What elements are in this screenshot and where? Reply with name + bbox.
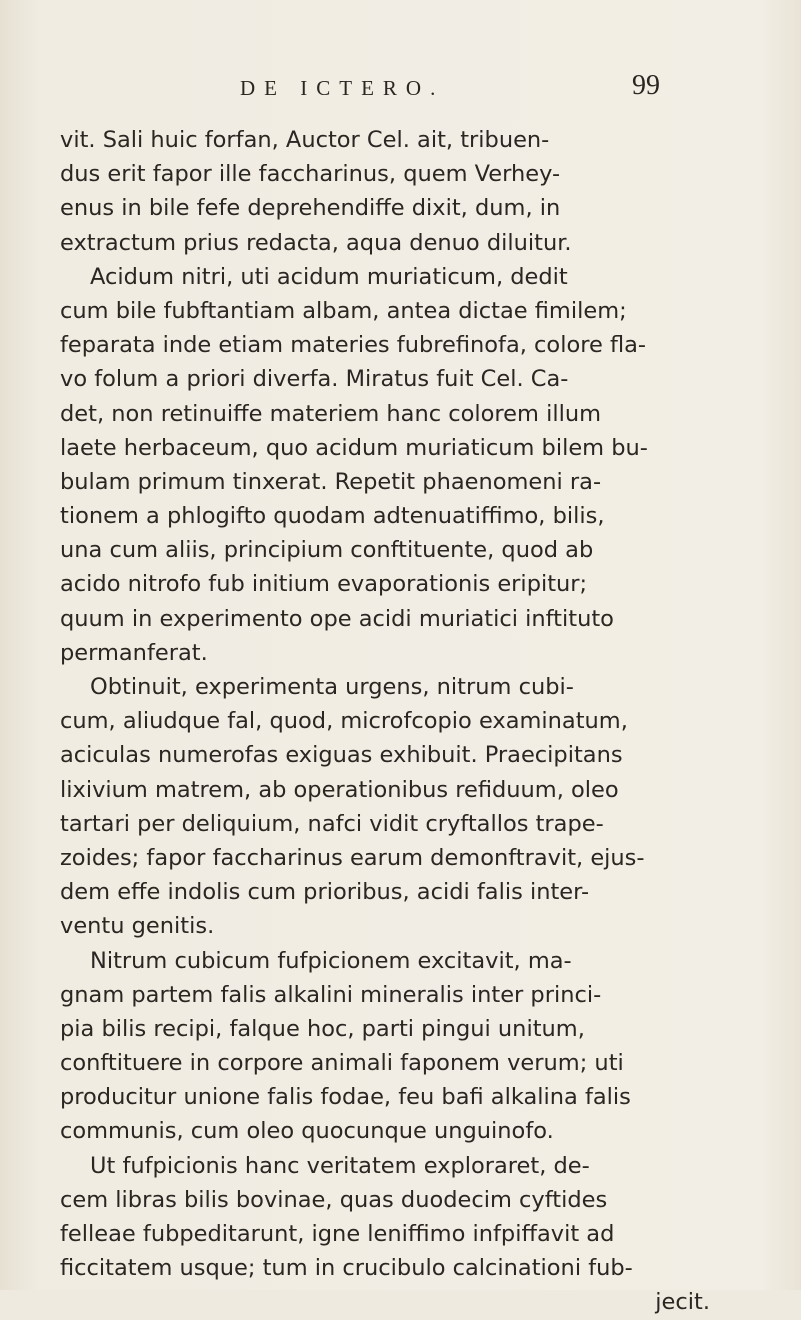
text-line: bulam primum tinxerat. Repetit phaenomeni ra- [60, 468, 602, 495]
text-line: pia bilis recipi, falque hoc, parti pingui unitum, [60, 1015, 585, 1042]
text-line: vit. Sali huic forfan, Auctor Cel. ait, tribuen- [60, 127, 550, 153]
text-line: Obtinuit, experimenta urgens, nitrum cubi- [90, 674, 574, 700]
text-line: laete herbaceum, quo acidum muriaticum bilem bu- [60, 434, 648, 461]
text-line: enus in bile fefe deprehendiffe dixit, dum, in [60, 195, 561, 222]
text-line: lixivium matrem, ab operationibus refiduum, oleo [60, 776, 619, 803]
text-line: jecit. [655, 1289, 710, 1316]
text-line: communis, cum oleo quocunque unguinofo. [60, 1118, 554, 1145]
text-line: tartari per deliquium, nafci vidit cryftallos trape- [60, 810, 604, 837]
text-line: feparata inde etiam materies fubrefinofa, colore fla- [60, 332, 647, 359]
text-line: cem libras bilis bovinae, quas duodecim cyftides [60, 1186, 608, 1213]
text-line: ficcitatem usque; tum in crucibulo calcinationi fub- [60, 1255, 633, 1282]
text-line: cum, aliudque fal, quod, microfcopio examinatum, [60, 708, 628, 735]
text-line: zoides; fapor faccharinus earum demonftravit, ejus- [60, 844, 645, 871]
text-line: extractum prius redacta, aqua denuo diluitur. [60, 229, 572, 256]
text-line: det, non retinuiffe materiem hanc colorem illum [60, 400, 601, 427]
text-line: ventu genitis. [60, 913, 215, 940]
text-line: una cum aliis, principium conftituente, quod ab [60, 537, 594, 564]
text-line: cum bile fubftantiam albam, antea dictae fimilem; [60, 297, 627, 324]
text-line: Ut fufpicionis hanc veritatem exploraret, de- [90, 1152, 590, 1179]
text-line: quum in experimento ope acidi muriatici inftituto [60, 605, 614, 632]
text-line: permanferat. [60, 639, 208, 666]
text-line: gnam partem falis alkalini mineralis inter princi- [60, 981, 602, 1008]
text-line: Acidum nitri, uti acidum muriaticum, dedit [90, 263, 568, 290]
text-line: aciculas numerofas exiguas exhibuit. Praecipitans [60, 742, 623, 769]
page-number: 99 [632, 70, 660, 101]
text-line: producitur unione falis fodae, feu bafi alkalina falis [60, 1084, 631, 1111]
text-line: dem effe indolis cum prioribus, acidi falis inter- [60, 879, 590, 906]
text-line: tionem a phlogifto quodam adtenuatiffimo, bilis, [60, 503, 605, 530]
running-title: DE ICTERO. [240, 76, 445, 100]
text-line: vo folum a priori diverfa. Miratus fuit Cel. Ca- [60, 366, 569, 393]
text-line: conftituere in corpore animali faponem verum; uti [60, 1050, 624, 1077]
text-line: dus erit fapor ille faccharinus, quem Verhey- [60, 161, 561, 188]
text-line: acido nitrofo fub initium evaporationis eripitur; [60, 571, 588, 598]
text-line: felleae fubpeditarunt, igne leniffimo infpiffavit ad [60, 1221, 615, 1247]
page-header [240, 70, 660, 104]
text-line: Nitrum cubicum fufpicionem excitavit, ma- [90, 947, 572, 974]
body-text [60, 123, 750, 1320]
